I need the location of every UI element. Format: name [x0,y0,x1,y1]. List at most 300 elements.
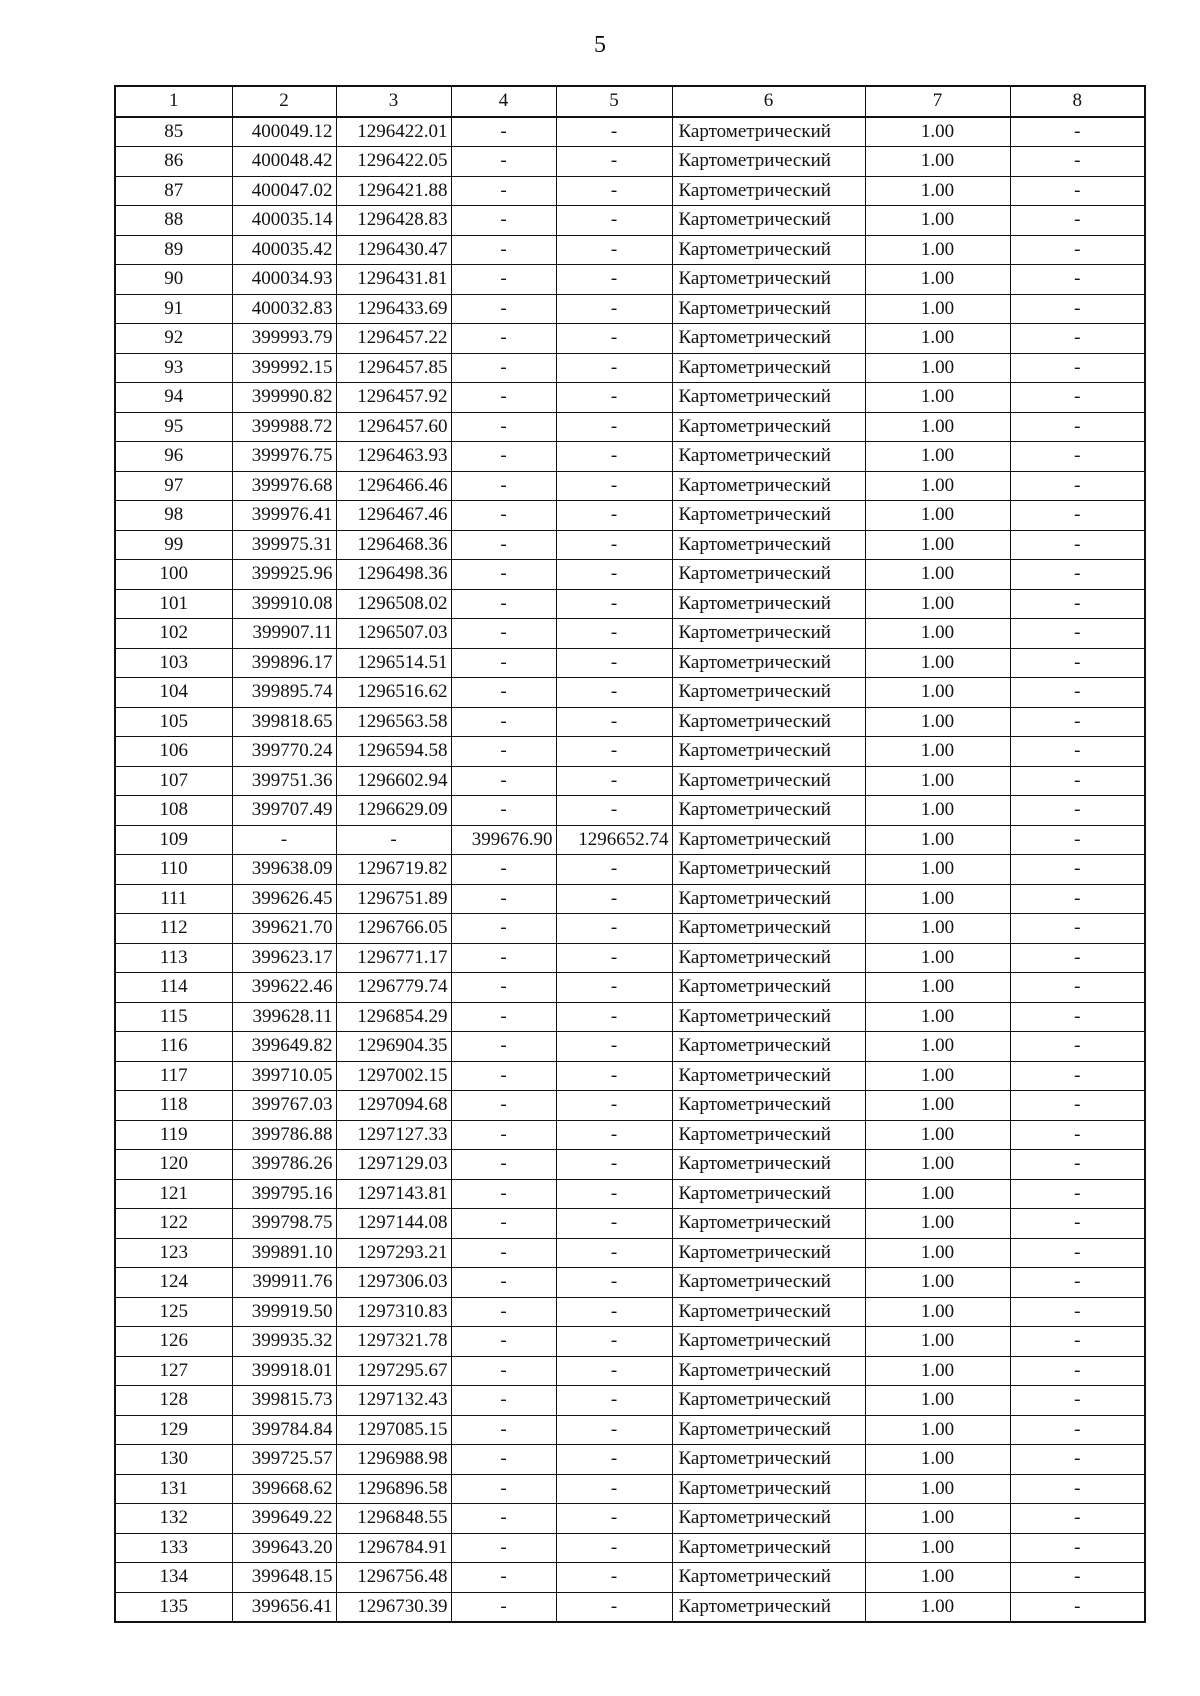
x-coordinate-new-cell: - [451,206,556,236]
point-number-cell: 101 [115,589,232,619]
description-cell: - [1010,1474,1145,1504]
x-coordinate-cell: 400047.02 [232,176,336,206]
accuracy-cell: 1.00 [865,294,1010,324]
x-coordinate-cell: 399623.17 [232,943,336,973]
y-coordinate-new-cell: - [556,855,672,885]
x-coordinate-new-cell: - [451,1268,556,1298]
x-coordinate-new-cell: - [451,737,556,767]
x-coordinate-new-cell: - [451,1120,556,1150]
y-coordinate-cell: 1296457.92 [336,383,451,413]
point-number-cell: 98 [115,501,232,531]
table-row [115,707,1145,737]
point-number-cell: 96 [115,442,232,472]
table-row [115,1445,1145,1475]
y-coordinate-new-cell: - [556,1356,672,1386]
description-cell: - [1010,1563,1145,1593]
x-coordinate-cell: 400035.42 [232,235,336,265]
y-coordinate-cell: - [336,825,451,855]
description-cell: - [1010,619,1145,649]
y-coordinate-new-cell: - [556,1091,672,1121]
point-number-cell: 110 [115,855,232,885]
description-cell: - [1010,766,1145,796]
accuracy-cell: 1.00 [865,1356,1010,1386]
coordinates-table [114,85,1146,1623]
description-cell: - [1010,501,1145,531]
y-coordinate-cell: 1296594.58 [336,737,451,767]
x-coordinate-new-cell: - [451,1327,556,1357]
y-coordinate-new-cell: - [556,1386,672,1416]
table-row [115,619,1145,649]
x-coordinate-new-cell: - [451,914,556,944]
x-coordinate-cell: 399643.20 [232,1533,336,1563]
x-coordinate-cell: 399767.03 [232,1091,336,1121]
x-coordinate-new-cell: - [451,1356,556,1386]
table-row [115,1415,1145,1445]
x-coordinate-cell: 400032.83 [232,294,336,324]
x-coordinate-new-cell: - [451,1150,556,1180]
x-coordinate-cell: 399919.50 [232,1297,336,1327]
accuracy-cell: 1.00 [865,235,1010,265]
description-cell: - [1010,707,1145,737]
table-row [115,1297,1145,1327]
accuracy-cell: 1.00 [865,1563,1010,1593]
point-number-cell: 129 [115,1415,232,1445]
accuracy-cell: 1.00 [865,1592,1010,1622]
y-coordinate-new-cell: - [556,1150,672,1180]
x-coordinate-cell: 399992.15 [232,353,336,383]
accuracy-cell: 1.00 [865,117,1010,147]
table-row [115,973,1145,1003]
x-coordinate-cell: 399918.01 [232,1356,336,1386]
description-cell: - [1010,1209,1145,1239]
y-coordinate-cell: 1296422.01 [336,117,451,147]
y-coordinate-new-cell: - [556,1533,672,1563]
description-cell: - [1010,1268,1145,1298]
y-coordinate-cell: 1297306.03 [336,1268,451,1298]
x-coordinate-new-cell: - [451,147,556,177]
table-body [115,117,1145,1623]
y-coordinate-new-cell: - [556,619,672,649]
x-coordinate-new-cell: - [451,1533,556,1563]
column-header-1: 1 [115,86,232,117]
y-coordinate-cell: 1296428.83 [336,206,451,236]
accuracy-cell: 1.00 [865,442,1010,472]
point-number-cell: 93 [115,353,232,383]
accuracy-cell: 1.00 [865,471,1010,501]
method-cell: Картометрический [672,1209,865,1239]
x-coordinate-new-cell: - [451,1297,556,1327]
y-coordinate-new-cell: - [556,1268,672,1298]
method-cell: Картометрический [672,1415,865,1445]
y-coordinate-cell: 1297132.43 [336,1386,451,1416]
x-coordinate-cell: 399891.10 [232,1238,336,1268]
accuracy-cell: 1.00 [865,678,1010,708]
y-coordinate-cell: 1296421.88 [336,176,451,206]
y-coordinate-cell: 1297293.21 [336,1238,451,1268]
point-number-cell: 116 [115,1032,232,1062]
point-number-cell: 130 [115,1445,232,1475]
y-coordinate-cell: 1296516.62 [336,678,451,708]
description-cell: - [1010,943,1145,973]
accuracy-cell: 1.00 [865,383,1010,413]
table-row [115,117,1145,147]
method-cell: Картометрический [672,471,865,501]
x-coordinate-cell: 399910.08 [232,589,336,619]
y-coordinate-cell: 1297143.81 [336,1179,451,1209]
y-coordinate-cell: 1296431.81 [336,265,451,295]
table-row [115,1356,1145,1386]
y-coordinate-new-cell: - [556,501,672,531]
x-coordinate-new-cell: - [451,1445,556,1475]
y-coordinate-new-cell: - [556,737,672,767]
description-cell: - [1010,825,1145,855]
y-coordinate-new-cell: - [556,117,672,147]
y-coordinate-new-cell: - [556,678,672,708]
description-cell: - [1010,1356,1145,1386]
accuracy-cell: 1.00 [865,1415,1010,1445]
point-number-cell: 117 [115,1061,232,1091]
method-cell: Картометрический [672,1150,865,1180]
method-cell: Картометрический [672,1327,865,1357]
accuracy-cell: 1.00 [865,1061,1010,1091]
y-coordinate-cell: 1296433.69 [336,294,451,324]
method-cell: Картометрический [672,147,865,177]
x-coordinate-cell: 399896.17 [232,648,336,678]
point-number-cell: 127 [115,1356,232,1386]
table-row [115,1150,1145,1180]
description-cell: - [1010,412,1145,442]
description-cell: - [1010,1150,1145,1180]
description-cell: - [1010,353,1145,383]
point-number-cell: 124 [115,1268,232,1298]
table-row [115,855,1145,885]
accuracy-cell: 1.00 [865,1002,1010,1032]
table-row [115,530,1145,560]
point-number-cell: 119 [115,1120,232,1150]
accuracy-cell: 1.00 [865,265,1010,295]
table-row [115,1002,1145,1032]
method-cell: Картометрический [672,619,865,649]
description-cell: - [1010,117,1145,147]
method-cell: Картометрический [672,1386,865,1416]
column-header-2: 2 [232,86,336,117]
point-number-cell: 108 [115,796,232,826]
x-coordinate-new-cell: - [451,766,556,796]
y-coordinate-new-cell: - [556,648,672,678]
description-cell: - [1010,176,1145,206]
description-cell: - [1010,383,1145,413]
accuracy-cell: 1.00 [865,1091,1010,1121]
x-coordinate-new-cell: - [451,560,556,590]
description-cell: - [1010,324,1145,354]
accuracy-cell: 1.00 [865,943,1010,973]
accuracy-cell: 1.00 [865,412,1010,442]
y-coordinate-cell: 1296498.36 [336,560,451,590]
y-coordinate-cell: 1296468.36 [336,530,451,560]
y-coordinate-cell: 1296629.09 [336,796,451,826]
method-cell: Картометрический [672,737,865,767]
y-coordinate-cell: 1297144.08 [336,1209,451,1239]
point-number-cell: 134 [115,1563,232,1593]
method-cell: Картометрический [672,648,865,678]
accuracy-cell: 1.00 [865,206,1010,236]
method-cell: Картометрический [672,117,865,147]
description-cell: - [1010,560,1145,590]
x-coordinate-cell: 399784.84 [232,1415,336,1445]
method-cell: Картометрический [672,943,865,973]
y-coordinate-new-cell: - [556,796,672,826]
x-coordinate-cell: 399626.45 [232,884,336,914]
y-coordinate-new-cell: - [556,412,672,442]
x-coordinate-new-cell: - [451,1032,556,1062]
accuracy-cell: 1.00 [865,560,1010,590]
method-cell: Картометрический [672,442,865,472]
method-cell: Картометрический [672,1445,865,1475]
x-coordinate-cell: 399815.73 [232,1386,336,1416]
point-number-cell: 107 [115,766,232,796]
x-coordinate-cell: 399786.26 [232,1150,336,1180]
description-cell: - [1010,1179,1145,1209]
y-coordinate-cell: 1296904.35 [336,1032,451,1062]
y-coordinate-cell: 1296602.94 [336,766,451,796]
accuracy-cell: 1.00 [865,1297,1010,1327]
table-row [115,1179,1145,1209]
y-coordinate-new-cell: - [556,1445,672,1475]
description-cell: - [1010,1297,1145,1327]
x-coordinate-new-cell: - [451,973,556,1003]
point-number-cell: 105 [115,707,232,737]
description-cell: - [1010,1504,1145,1534]
x-coordinate-cell: - [232,825,336,855]
method-cell: Картометрический [672,1091,865,1121]
x-coordinate-new-cell: - [451,530,556,560]
y-coordinate-new-cell: - [556,1061,672,1091]
y-coordinate-new-cell: - [556,353,672,383]
y-coordinate-cell: 1296751.89 [336,884,451,914]
description-cell: - [1010,737,1145,767]
table-row [115,1061,1145,1091]
point-number-cell: 90 [115,265,232,295]
method-cell: Картометрический [672,1356,865,1386]
column-header-6: 6 [672,86,865,117]
y-coordinate-new-cell: - [556,383,672,413]
point-number-cell: 104 [115,678,232,708]
y-coordinate-new-cell: - [556,1120,672,1150]
x-coordinate-cell: 399993.79 [232,324,336,354]
x-coordinate-new-cell: - [451,796,556,826]
y-coordinate-cell: 1296422.05 [336,147,451,177]
description-cell: - [1010,914,1145,944]
method-cell: Картометрический [672,383,865,413]
y-coordinate-new-cell: - [556,943,672,973]
x-coordinate-cell: 399976.75 [232,442,336,472]
x-coordinate-new-cell: - [451,471,556,501]
method-cell: Картометрический [672,707,865,737]
table-row [115,1504,1145,1534]
y-coordinate-new-cell: - [556,1504,672,1534]
point-number-cell: 97 [115,471,232,501]
x-coordinate-new-cell: - [451,1238,556,1268]
y-coordinate-new-cell: - [556,1563,672,1593]
column-header-7: 7 [865,86,1010,117]
table-row [115,1533,1145,1563]
point-number-cell: 118 [115,1091,232,1121]
table-row [115,914,1145,944]
accuracy-cell: 1.00 [865,1150,1010,1180]
method-cell: Картометрический [672,206,865,236]
point-number-cell: 102 [115,619,232,649]
x-coordinate-new-cell: - [451,117,556,147]
description-cell: - [1010,973,1145,1003]
y-coordinate-cell: 1297321.78 [336,1327,451,1357]
y-coordinate-new-cell: - [556,589,672,619]
point-number-cell: 126 [115,1327,232,1357]
y-coordinate-new-cell: - [556,471,672,501]
x-coordinate-cell: 399976.41 [232,501,336,531]
x-coordinate-new-cell: - [451,235,556,265]
x-coordinate-cell: 399725.57 [232,1445,336,1475]
y-coordinate-cell: 1296507.03 [336,619,451,649]
point-number-cell: 114 [115,973,232,1003]
accuracy-cell: 1.00 [865,766,1010,796]
method-cell: Картометрический [672,560,865,590]
accuracy-cell: 1.00 [865,147,1010,177]
x-coordinate-cell: 400034.93 [232,265,336,295]
description-cell: - [1010,471,1145,501]
method-cell: Картометрический [672,324,865,354]
accuracy-cell: 1.00 [865,707,1010,737]
description-cell: - [1010,1592,1145,1622]
y-coordinate-cell: 1297085.15 [336,1415,451,1445]
accuracy-cell: 1.00 [865,973,1010,1003]
point-number-cell: 95 [115,412,232,442]
accuracy-cell: 1.00 [865,1533,1010,1563]
x-coordinate-new-cell: - [451,1474,556,1504]
x-coordinate-new-cell: - [451,855,556,885]
accuracy-cell: 1.00 [865,914,1010,944]
x-coordinate-cell: 399911.76 [232,1268,336,1298]
point-number-cell: 122 [115,1209,232,1239]
x-coordinate-new-cell: - [451,176,556,206]
y-coordinate-cell: 1296896.58 [336,1474,451,1504]
point-number-cell: 99 [115,530,232,560]
y-coordinate-cell: 1297127.33 [336,1120,451,1150]
point-number-cell: 128 [115,1386,232,1416]
y-coordinate-new-cell: - [556,294,672,324]
x-coordinate-new-cell: - [451,501,556,531]
method-cell: Картометрический [672,176,865,206]
x-coordinate-new-cell: - [451,1179,556,1209]
x-coordinate-cell: 399795.16 [232,1179,336,1209]
table-row [115,383,1145,413]
y-coordinate-new-cell: - [556,973,672,1003]
accuracy-cell: 1.00 [865,176,1010,206]
accuracy-cell: 1.00 [865,1386,1010,1416]
x-coordinate-new-cell: 399676.90 [451,825,556,855]
table-row [115,1563,1145,1593]
description-cell: - [1010,678,1145,708]
method-cell: Картометрический [672,353,865,383]
y-coordinate-cell: 1297094.68 [336,1091,451,1121]
x-coordinate-new-cell: - [451,1504,556,1534]
table-row [115,1386,1145,1416]
x-coordinate-new-cell: - [451,1592,556,1622]
accuracy-cell: 1.00 [865,501,1010,531]
x-coordinate-cell: 399710.05 [232,1061,336,1091]
x-coordinate-cell: 399621.70 [232,914,336,944]
table-row [115,796,1145,826]
y-coordinate-cell: 1296719.82 [336,855,451,885]
y-coordinate-new-cell: - [556,176,672,206]
point-number-cell: 106 [115,737,232,767]
description-cell: - [1010,1091,1145,1121]
point-number-cell: 103 [115,648,232,678]
y-coordinate-cell: 1296730.39 [336,1592,451,1622]
y-coordinate-new-cell: - [556,884,672,914]
point-number-cell: 113 [115,943,232,973]
point-number-cell: 111 [115,884,232,914]
point-number-cell: 115 [115,1002,232,1032]
x-coordinate-new-cell: - [451,1415,556,1445]
description-cell: - [1010,1238,1145,1268]
accuracy-cell: 1.00 [865,1179,1010,1209]
y-coordinate-cell: 1296988.98 [336,1445,451,1475]
description-cell: - [1010,855,1145,885]
table-row [115,1209,1145,1239]
y-coordinate-cell: 1297310.83 [336,1297,451,1327]
y-coordinate-new-cell: - [556,707,672,737]
point-number-cell: 125 [115,1297,232,1327]
column-header-4: 4 [451,86,556,117]
y-coordinate-cell: 1296463.93 [336,442,451,472]
accuracy-cell: 1.00 [865,648,1010,678]
point-number-cell: 92 [115,324,232,354]
table-row [115,1120,1145,1150]
accuracy-cell: 1.00 [865,619,1010,649]
accuracy-cell: 1.00 [865,1474,1010,1504]
x-coordinate-cell: 399925.96 [232,560,336,590]
y-coordinate-cell: 1296514.51 [336,648,451,678]
y-coordinate-cell: 1296784.91 [336,1533,451,1563]
description-cell: - [1010,796,1145,826]
x-coordinate-new-cell: - [451,884,556,914]
x-coordinate-cell: 399975.31 [232,530,336,560]
point-number-cell: 89 [115,235,232,265]
y-coordinate-new-cell: - [556,1297,672,1327]
point-number-cell: 131 [115,1474,232,1504]
accuracy-cell: 1.00 [865,1268,1010,1298]
method-cell: Картометрический [672,294,865,324]
table-row [115,1268,1145,1298]
point-number-cell: 109 [115,825,232,855]
table-row [115,442,1145,472]
y-coordinate-cell: 1296756.48 [336,1563,451,1593]
description-cell: - [1010,1120,1145,1150]
y-coordinate-cell: 1296563.58 [336,707,451,737]
x-coordinate-new-cell: - [451,324,556,354]
y-coordinate-cell: 1296779.74 [336,973,451,1003]
table-row [115,1032,1145,1062]
y-coordinate-new-cell: - [556,1002,672,1032]
y-coordinate-new-cell: - [556,1415,672,1445]
x-coordinate-cell: 399786.88 [232,1120,336,1150]
x-coordinate-cell: 399648.15 [232,1563,336,1593]
description-cell: - [1010,589,1145,619]
x-coordinate-cell: 399628.11 [232,1002,336,1032]
point-number-cell: 112 [115,914,232,944]
point-number-cell: 132 [115,1504,232,1534]
description-cell: - [1010,147,1145,177]
